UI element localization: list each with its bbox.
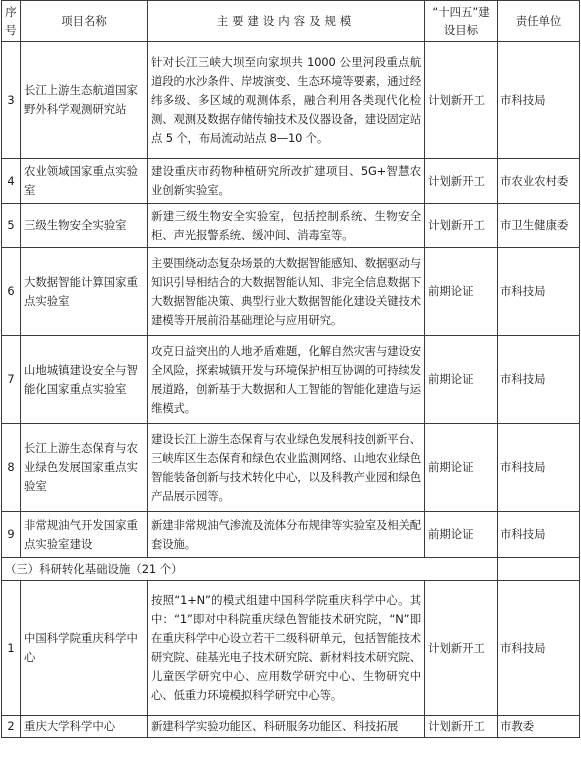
row-target: 计划新开工 — [425, 204, 498, 248]
table-row — [2, 248, 580, 336]
row-content: 主要围绕动态复杂场景的大数据智能感知、数据驱动与知识引导相结合的大数据智能认知、非完全信息数据下大数据智能决策、典型行业大数据智能化建设关键技术建模等开展前沿基础理论与应用研究。 — [148, 248, 425, 336]
header-unit: 责任单位 — [498, 1, 580, 42]
row-content: 攻克日益突出的人地矛盾难题，化解自然灾害与建设安全风险，探索城镇开发与环境保护相互协调的可持续发展道路，创新基于大数据和人工智能的智能化建造与运维模式。 — [148, 336, 425, 424]
table-row — [2, 581, 580, 716]
row-target: 计划新开工 — [425, 42, 498, 159]
row-no: 5 — [2, 204, 21, 248]
row-content: 建设重庆市药物种植研究所改扩建项目、5G+智慧农业创新实验室。 — [148, 159, 425, 204]
row-no: 4 — [2, 159, 21, 204]
project-table — [1, 0, 580, 738]
row-unit: 市科技局 — [498, 42, 580, 159]
table-row — [2, 716, 580, 738]
row-name: 长江上游生态航道国家野外科学观测研究站 — [21, 42, 148, 159]
row-unit: 市科技局 — [498, 581, 580, 716]
row-unit: 市科技局 — [498, 248, 580, 336]
table-row — [2, 512, 580, 558]
row-no: 1 — [2, 581, 21, 716]
row-target: 计划新开工 — [425, 716, 498, 738]
row-unit: 市教委 — [498, 716, 580, 738]
row-target: 前期论证 — [425, 248, 498, 336]
row-no: 3 — [2, 42, 21, 159]
row-target: 前期论证 — [425, 336, 498, 424]
table-row — [2, 336, 580, 424]
table-row — [2, 204, 580, 248]
row-name: 非常规油气开发国家重点实验室建设 — [21, 512, 148, 558]
table-row — [2, 42, 580, 159]
row-name: 长江上游生态保育与农业绿色发展国家重点实验室 — [21, 424, 148, 512]
table-row — [2, 424, 580, 512]
row-content: 新建非常规油气渗流及流体分布规律等实验室及相关配套设施。 — [148, 512, 425, 558]
row-no: 7 — [2, 336, 21, 424]
row-unit: 市科技局 — [498, 336, 580, 424]
table-row — [2, 159, 580, 204]
header-content: 主要建设内容及规模 — [148, 1, 425, 42]
row-no: 9 — [2, 512, 21, 558]
header-target: “十四五”建设目标 — [425, 1, 498, 42]
row-name: 山地城镇建设安全与智能化国家重点实验室 — [21, 336, 148, 424]
row-content: 新建科学实验功能区、科研服务功能区、科技拓展 — [148, 716, 425, 738]
section-header-row — [2, 558, 580, 581]
row-unit: 市科技局 — [498, 512, 580, 558]
row-name: 三级生物安全实验室 — [21, 204, 148, 248]
row-unit: 市卫生健康委 — [498, 204, 580, 248]
row-unit: 市农业农村委 — [498, 159, 580, 204]
row-target: 计划新开工 — [425, 581, 498, 716]
row-no: 6 — [2, 248, 21, 336]
header-name: 项目名称 — [21, 1, 148, 42]
row-content: 针对长江三峡大坝至向家坝共 1000 公里河段重点航道段的水沙条件、岸坡演变、生态环境等要素，通过经纬多级、多区域的观测体系，融合利用各类现代化检测、观测及数据存储传输技术及仪器设备，建设固定站点 5 个，布局流动站点 8—10 个。 — [148, 42, 425, 159]
row-name: 农业领域国家重点实验室 — [21, 159, 148, 204]
row-content: 建设长江上游生态保育与农业绿色发展科技创新平台、三峡库区生态保育和绿色农业监测网络、山地农业绿色智能装备创新与技术转化中心，以及科教产业园和绿色产品展示园等。 — [148, 424, 425, 512]
row-target: 计划新开工 — [425, 159, 498, 204]
section-unit-cell — [498, 558, 580, 581]
section-target-cell — [425, 558, 498, 581]
row-no: 2 — [2, 716, 21, 738]
row-content: 新建三级生物安全实验室，包括控制系统、生物安全柜、声光报警系统、缓冲间、消毒室等。 — [148, 204, 425, 248]
row-target: 前期论证 — [425, 512, 498, 558]
row-name: 中国科学院重庆科学中心 — [21, 581, 148, 716]
header-no: 序号 — [2, 1, 21, 42]
table-header-row — [2, 1, 580, 42]
row-content: 按照“1+N”的模式组建中国科学院重庆科学中心。其中：“1”即对中科院重庆绿色智能技术研究院，“N”即在重庆科学中心设立若干二级科研单元，包括智能技术研究院、硅基光电子技术研究院、新材料技术研究院、儿童医学研究中心、应用数学研究中心、生物研究中心、低重力环境模拟科学研究中心等。 — [148, 581, 425, 716]
section-label: （三）科研转化基础设施（21 个） — [2, 558, 425, 581]
row-no: 8 — [2, 424, 21, 512]
row-target: 前期论证 — [425, 424, 498, 512]
row-name: 大数据智能计算国家重点实验室 — [21, 248, 148, 336]
row-unit: 市科技局 — [498, 424, 580, 512]
row-name: 重庆大学科学中心 — [21, 716, 148, 738]
